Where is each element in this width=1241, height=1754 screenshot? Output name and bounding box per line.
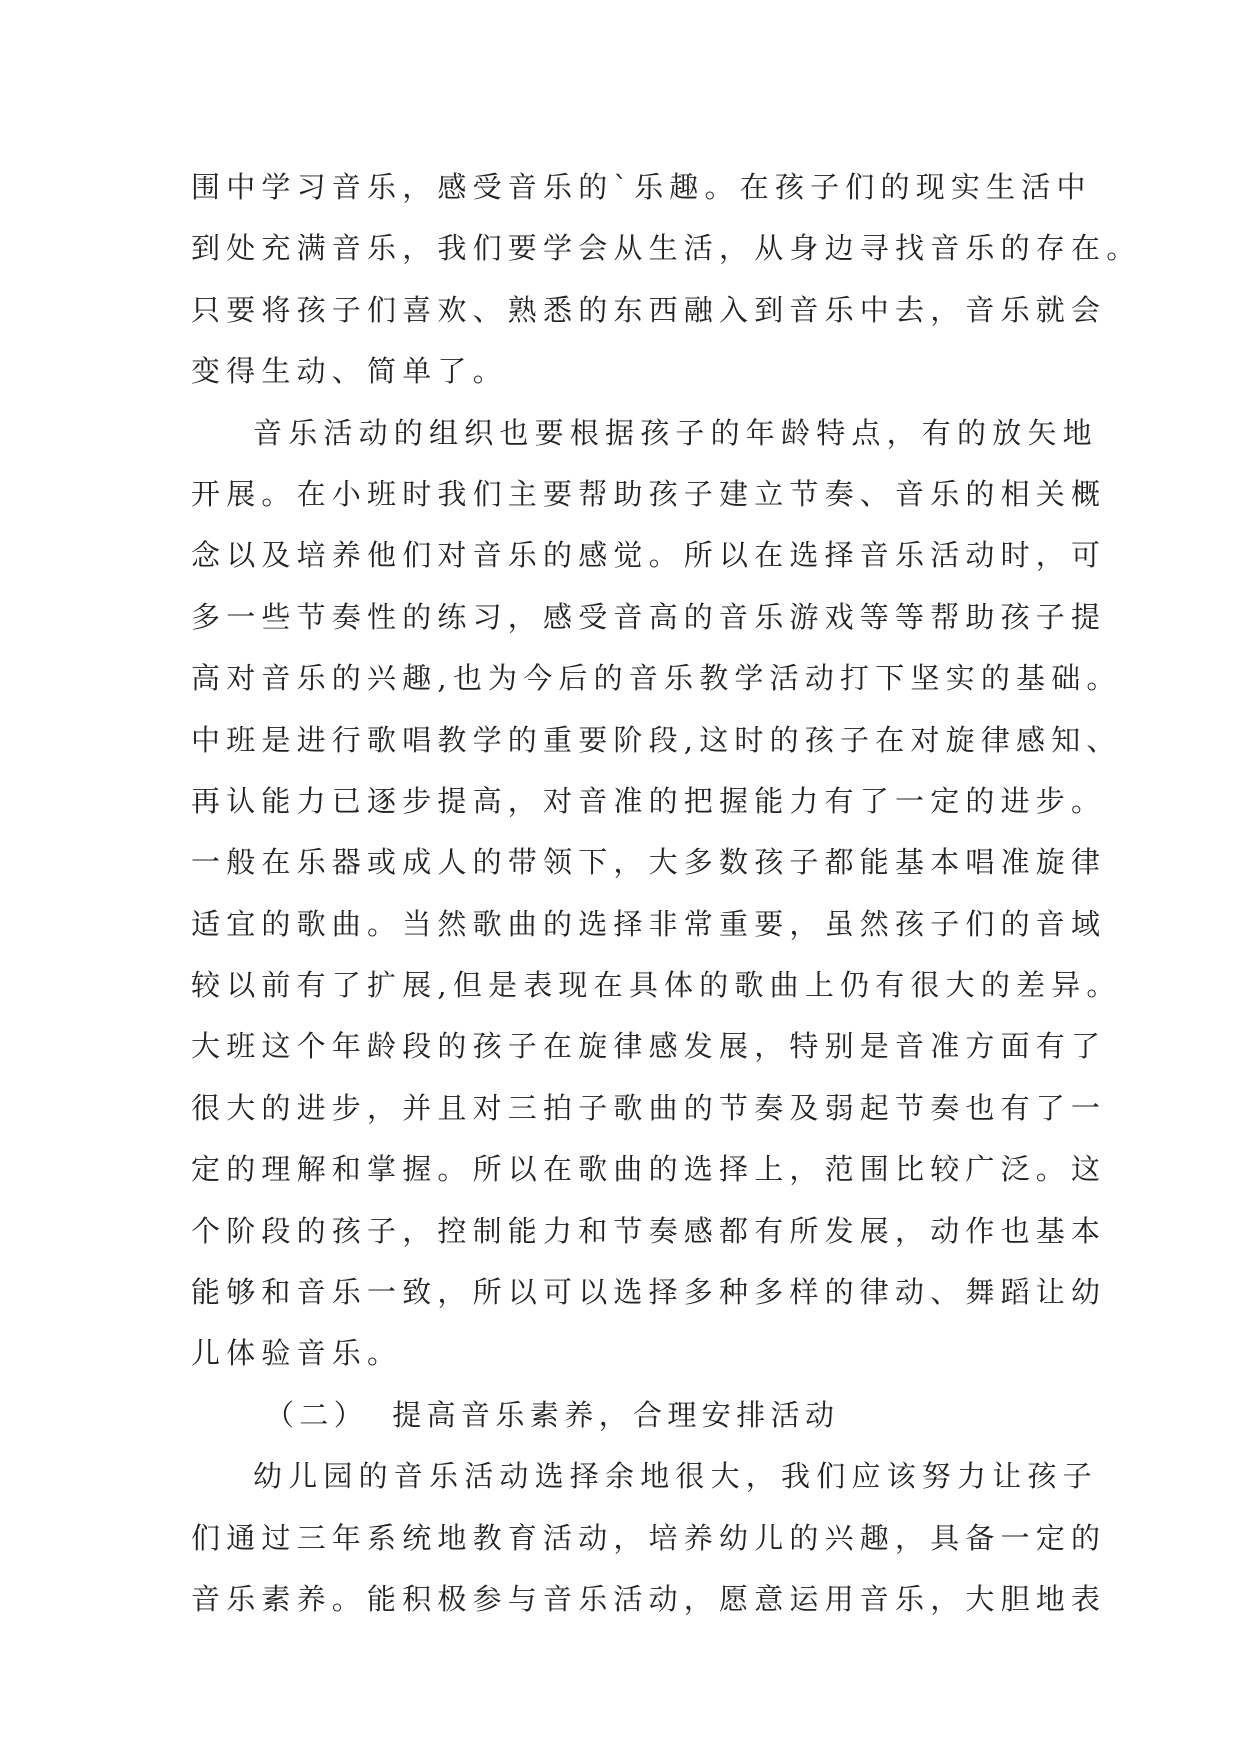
text-line: 一般在乐器或成人的带领下，大多数孩子都能基本唱准旋律 xyxy=(191,845,1107,880)
body-text xyxy=(191,157,1142,1630)
section-heading xyxy=(191,1385,1061,1446)
text-line: 只要将孩子们喜欢、熟悉的东西融入到音乐中去，音乐就会 xyxy=(191,292,1107,327)
text-line: 念以及培养他们对音乐的感觉。所以在选择音乐活动时，可 xyxy=(191,538,1107,573)
text-line: 围中学习音乐，感受音乐的`乐趣。在孩子们的现实生活中 xyxy=(191,170,1092,204)
text-line: 高对音乐的兴趣,也为今后的音乐教学活动打下坚实的基础。 xyxy=(191,661,1122,696)
text-line: 较以前有了扩展,但是表现在具体的歌曲上仍有很大的差异。 xyxy=(191,968,1122,1003)
text-line: 适宜的歌曲。当然歌曲的选择非常重要，虽然孩子们的音域 xyxy=(191,906,1107,941)
text-line: 很大的进步，并且对三拍子歌曲的节奏及弱起节奏也有了一 xyxy=(191,1090,1107,1125)
text-line: 大班这个年龄段的孩子在旋律感发展，特别是音准方面有了 xyxy=(191,1029,1107,1064)
text-line: 儿体验音乐。 xyxy=(191,1336,403,1371)
text-line: 到处充满音乐，我们要学会从生活，从身边寻找音乐的存在。 xyxy=(191,231,1142,266)
text-line: 们通过三年系统地教育活动，培养幼儿的兴趣，具备一定的 xyxy=(191,1520,1107,1555)
section-number: （二） xyxy=(265,1397,369,1432)
text-line: 变得生动、简单了。 xyxy=(191,354,508,389)
text-line: 再认能力已逐步提高，对音准的把握能力有了一定的进步。 xyxy=(191,783,1107,818)
section-title: 提高音乐素养，合理安排活动 xyxy=(392,1397,840,1432)
text-line: 定的理解和掌握。所以在歌曲的选择上，范围比较广泛。这 xyxy=(191,1152,1107,1187)
text-line: 个阶段的孩子，控制能力和节奏感都有所发展，动作也基本 xyxy=(191,1213,1107,1248)
text-line: 中班是进行歌唱教学的重要阶段,这时的孩子在对旋律感知、 xyxy=(191,722,1122,757)
text-line: 开展。在小班时我们主要帮助孩子建立节奏、音乐的相关概 xyxy=(191,476,1107,511)
text-line: 多一些节奏性的练习，感受音高的音乐游戏等等帮助孩子提 xyxy=(191,599,1107,634)
text-line: 音乐活动的组织也要根据孩子的年龄特点，有的放矢地 xyxy=(253,415,1098,450)
text-line: 音乐素养。能积极参与音乐活动，愿意运用音乐，大胆地表 xyxy=(191,1581,1107,1616)
text-line: 能够和音乐一致，所以可以选择多种多样的律动、舞蹈让幼 xyxy=(191,1275,1107,1310)
text-line: 幼儿园的音乐活动选择余地很大，我们应该努力让孩子 xyxy=(253,1459,1098,1494)
